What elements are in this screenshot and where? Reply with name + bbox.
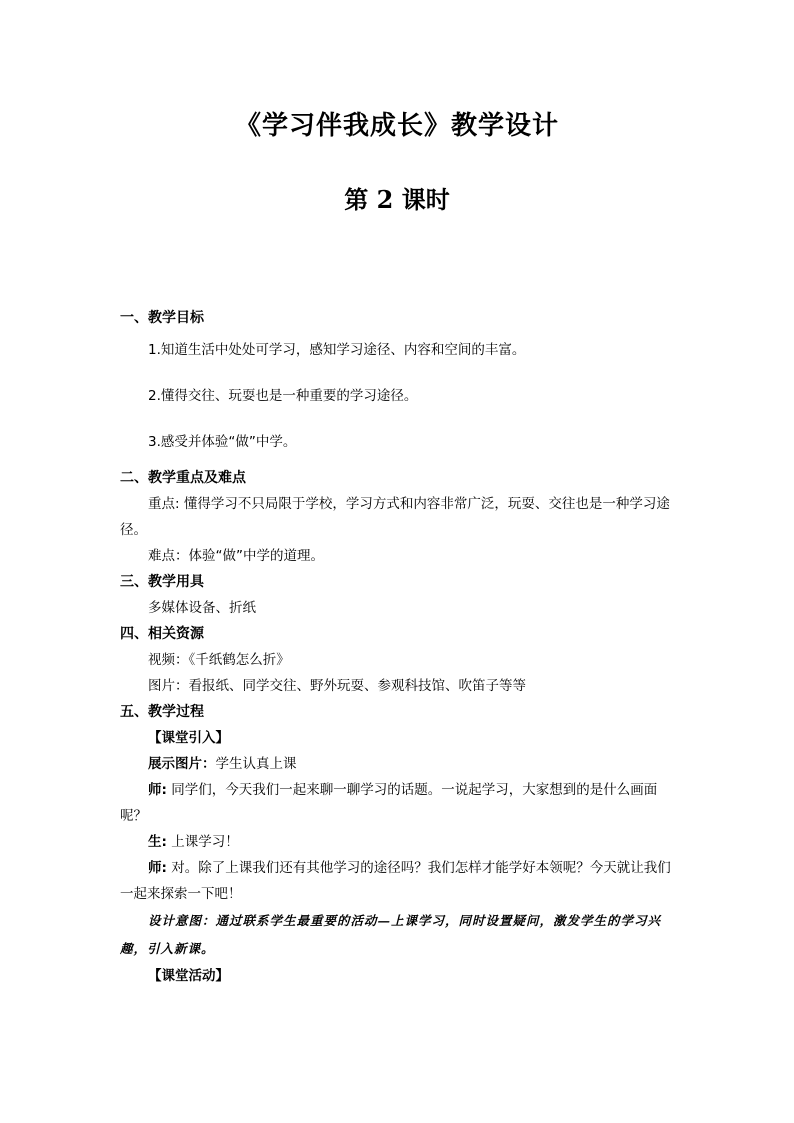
key-point-text: 重点: 懂得学习不只局限于学校，学习方式和内容非常广泛，玩耍、交往也是一种学习途径。 (120, 496, 670, 538)
section-heading-process: 五、教学过程 (120, 704, 204, 720)
objective-2: 2.懂得交往、玩耍也是一种重要的学习途径。 (148, 388, 418, 404)
teacher-label: 师: (148, 782, 167, 798)
resource-video: 视频：《千纸鹤怎么折》 (148, 652, 290, 668)
teacher-text-1: 同学们，今天我们一起来聊一聊学习的话题。一说起学习，大家想到的是什么画面呢？ (120, 782, 658, 824)
document-body (120, 305, 680, 989)
resource-pictures: 图片：看报纸、同学交往、野外玩耍、参观科技馆、吹笛子等等 (148, 678, 526, 694)
teacher-line-2 (120, 855, 680, 907)
classroom-activity-tag: 【课堂活动】 (148, 968, 229, 984)
classroom-intro-tag: 【课堂引入】 (148, 730, 229, 746)
student-text: 上课学习！ (166, 834, 239, 850)
section-heading-objectives: 一、教学目标 (120, 310, 204, 326)
tools-text: 多媒体设备、折纸 (148, 600, 256, 616)
objective-1: 1.知道生活中处处可学习，感知学习途径、内容和空间的丰富。 (148, 342, 526, 358)
show-picture-text: 学生认真上课 (215, 756, 297, 772)
section-heading-key-points: 二、教学重点及难点 (120, 470, 246, 486)
show-picture-line (120, 751, 680, 777)
teacher-text-2: 对。除了上课我们还有其他学习的途径吗？我们怎样才能学好本领呢？今天就让我们一起来探索一下吧！ (120, 860, 671, 902)
design-intent: 设计意图：通过联系学生最重要的活动—上课学习，同时设置疑问，激发学生的学习兴趣，引入新课。 (120, 913, 662, 956)
section-heading-tools: 三、教学用具 (120, 574, 204, 590)
difficult-point-text: 难点：体验“做”中学的道理。 (148, 548, 324, 564)
section-heading-resources: 四、相关资源 (120, 626, 204, 642)
teacher-line-1 (120, 777, 680, 829)
student-label: 生: (148, 834, 167, 850)
objective-3: 3.感受并体验“做”中学。 (148, 434, 297, 450)
show-picture-label: 展示图片： (148, 756, 216, 772)
teacher-label-2: 师: (148, 860, 167, 876)
document-title: 《学习伴我成长》教学设计 (234, 111, 559, 141)
student-line (120, 829, 680, 855)
lesson-number: 第 2 课时 (344, 185, 450, 214)
